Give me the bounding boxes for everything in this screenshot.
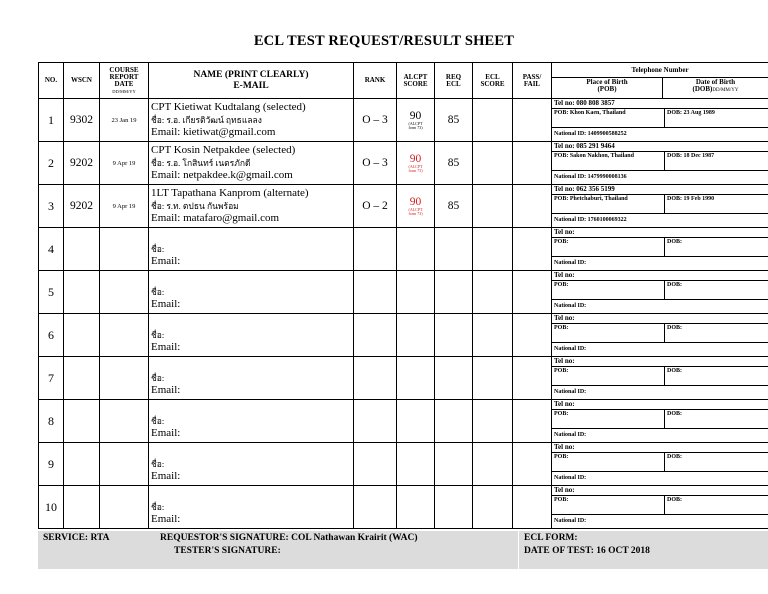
footer-bar [38,531,768,569]
date-of-birth: DOB: [667,368,682,374]
ecl-score-value [473,185,513,228]
pass-fail-value [513,400,552,443]
place-of-birth: POB: [552,453,665,471]
req-ecl-value [435,228,473,271]
table-row [39,314,768,357]
name-email-cell [149,142,354,185]
contact-cell [552,99,768,142]
alcpt-score-cell [397,486,435,529]
national-id: National ID: 1479990008136 [554,174,627,180]
ecl-score-value [473,357,513,400]
name-email-cell [149,228,354,271]
header-rank: RANK [354,63,397,99]
table-row [39,486,768,529]
national-id: National ID: [554,346,587,352]
wscn-value [64,357,100,400]
wscn-value [64,314,100,357]
place-of-birth: POB: [552,238,665,256]
place-of-birth: POB: [552,496,665,514]
footer-date-of-test: DATE OF TEST: 16 OCT 2018 [524,546,650,556]
header-wscn: WSCN [64,63,100,99]
header-name-email: NAME (PRINT CLEARLY) E-MAIL [149,63,354,99]
ecl-score-value [473,486,513,529]
document-title: ECL TEST REQUEST/RESULT SHEET [253,33,515,49]
name-email-cell [149,400,354,443]
email-text: Email: [151,384,181,397]
name-email-cell [149,99,354,142]
contact-cell [552,314,768,357]
alcpt-score-cell [397,400,435,443]
name-email-cell [149,357,354,400]
contact-cell [552,228,768,271]
place-of-birth: POB: [552,324,665,342]
course-report-date: 9 Apr 19 [100,142,149,185]
req-ecl-value [435,357,473,400]
row-number: 7 [39,357,64,400]
table-row [39,99,768,142]
pass-fail-value [513,142,552,185]
header-req-ecl: REQ ECL [435,63,473,99]
telephone-number: Tel no: [552,443,768,453]
place-of-birth: POB: [552,281,665,299]
thai-name: ชื่อ: [151,501,165,512]
participant-name: 1LT Tapathana Kanprom (alternate) [151,187,309,200]
date-of-birth: DOB: 23 Aug 1989 [667,110,715,116]
pass-fail-value [513,228,552,271]
date-of-birth: DOB: [667,411,682,417]
req-ecl-value: 85 [435,185,473,228]
header-pass-fail: PASS/ FAIL [513,63,552,99]
rank-value [354,357,397,400]
date-of-birth: DOB: [667,282,682,288]
date-of-birth: DOB: 18 Dec 1987 [667,153,715,159]
alcpt-score-cell [397,271,435,314]
pass-fail-value [513,443,552,486]
email-text: Email: netpakdee.k@gmail.com [151,169,293,182]
thai-name: ชื่อ: [151,415,165,426]
thai-name: ชื่อ: [151,329,165,340]
header-alcpt-score: ALCPT SCORE [397,63,435,99]
contact-cell [552,357,768,400]
row-number: 3 [39,185,64,228]
thai-name: ชื่อ: [151,372,165,383]
thai-name: ชื่อ: [151,243,165,254]
req-ecl-value [435,400,473,443]
footer-tester-signature: TESTER'S SIGNATURE: [174,546,281,556]
place-of-birth: POB: [552,367,665,385]
contact-cell [552,486,768,529]
contact-cell [552,142,768,185]
pass-fail-value [513,99,552,142]
national-id: National ID: [554,432,587,438]
ecl-score-value [473,228,513,271]
national-id: National ID: [554,303,587,309]
course-report-date [100,486,149,529]
ecl-score-value [473,400,513,443]
national-id: National ID: [554,475,587,481]
telephone-number: Tel no: [552,357,768,367]
header-date-of-birth: Date of Birth (DOB)DD/MM/YY [692,78,739,93]
rank-value [354,486,397,529]
date-of-birth: DOB: [667,239,682,245]
telephone-number: Tel no: 080 808 3857 [552,99,768,109]
req-ecl-value [435,314,473,357]
pass-fail-value [513,314,552,357]
table-row [39,228,768,271]
course-report-date [100,400,149,443]
header-no: NO. [39,63,64,99]
alcpt-form-note: (ALCPT form 73) [408,120,423,130]
rank-value [354,400,397,443]
footer-requestor-signature: REQUESTOR'S SIGNATURE: COL Nathawan Krairit (WAC) [160,533,418,543]
course-report-date [100,271,149,314]
rank-value: O – 3 [354,99,397,142]
email-text: Email: kietiwat@gmail.com [151,126,276,139]
footer-service: SERVICE: RTA [43,533,110,543]
name-email-cell [149,314,354,357]
alcpt-score-cell [397,314,435,357]
ecl-score-value [473,271,513,314]
telephone-number: Tel no: [552,271,768,281]
row-number: 1 [39,99,64,142]
rank-value: O – 3 [354,142,397,185]
pass-fail-value [513,486,552,529]
alcpt-score-cell [397,99,435,142]
email-text: Email: [151,513,181,526]
email-text: Email: [151,470,181,483]
table-row [39,185,768,228]
thai-name: ชื่อ: ร.อ. โกสินทร์ เนตรภักดี [151,157,251,168]
wscn-value [64,271,100,314]
alcpt-form-note: (ALCPT form 73) [408,163,423,173]
course-report-date: 9 Apr 19 [100,185,149,228]
alcpt-score-cell [397,357,435,400]
header-telephone-label: Telephone Number [552,63,768,78]
ecl-score-value [473,99,513,142]
contact-cell [552,271,768,314]
place-of-birth: POB: [552,410,665,428]
alcpt-score-value: 90 [409,109,422,122]
header-row [39,63,768,99]
wscn-value: 9202 [64,185,100,228]
place-of-birth: POB: Sakon Nakhon, Thailand [552,152,665,170]
telephone-number: Tel no: [552,228,768,238]
telephone-number: Tel no: [552,400,768,410]
contact-cell [552,400,768,443]
header-telephone [552,63,768,99]
row-number: 9 [39,443,64,486]
footer-ecl-form: ECL FORM: [524,533,578,543]
email-text: Email: [151,255,181,268]
pass-fail-value [513,185,552,228]
wscn-value [64,486,100,529]
row-number: 5 [39,271,64,314]
contact-cell [552,185,768,228]
course-report-date [100,314,149,357]
req-ecl-value [435,271,473,314]
wscn-value: 9302 [64,99,100,142]
course-report-date [100,443,149,486]
place-of-birth: POB: Phetchaburi, Thailand [552,195,665,213]
rank-value [354,443,397,486]
rank-value [354,271,397,314]
request-table [38,62,768,529]
thai-name: ชื่อ: [151,286,165,297]
date-of-birth: DOB: [667,454,682,460]
national-id: National ID: 1409900588252 [554,131,627,137]
wscn-value [64,400,100,443]
date-of-birth: DOB: [667,325,682,331]
thai-name: ชื่อ: ร.ท. ตปธน กันพร้อม [151,200,239,211]
email-text: Email: [151,427,181,440]
alcpt-score-value: 90 [409,152,422,165]
header-place-of-birth: Place of Birth (POB) [552,78,663,98]
alcpt-score-value: 90 [409,195,422,208]
header-course-report-date: COURSE REPORT DATE DD/MM/YY [100,63,149,99]
name-email-cell [149,443,354,486]
alcpt-form-note: (ALCPT form 73) [408,206,423,216]
header-ecl-score: ECL SCORE [473,63,513,99]
email-text: Email: [151,341,181,354]
table-row [39,357,768,400]
participant-name: CPT Kietiwat Kudtalang (selected) [151,101,306,114]
course-report-date: 23 Jan 19 [100,99,149,142]
ecl-score-value [473,314,513,357]
ecl-score-value [473,443,513,486]
alcpt-score-cell [397,142,435,185]
place-of-birth: POB: Khon Kaen, Thailand [552,109,665,127]
alcpt-score-cell [397,443,435,486]
alcpt-score-cell [397,228,435,271]
ecl-score-value [473,142,513,185]
national-id: National ID: [554,518,587,524]
table-row [39,443,768,486]
thai-name: ชื่อ: [151,458,165,469]
telephone-number: Tel no: [552,486,768,496]
wscn-value [64,443,100,486]
req-ecl-value: 85 [435,142,473,185]
date-of-birth: DOB: [667,497,682,503]
table-row [39,271,768,314]
contact-cell [552,443,768,486]
rank-value: O – 2 [354,185,397,228]
wscn-value [64,228,100,271]
thai-name: ชื่อ: ร.อ. เกียรติวัฒน์ ฤทธแลลง [151,114,262,125]
rank-value [354,228,397,271]
req-ecl-value: 85 [435,99,473,142]
row-number: 10 [39,486,64,529]
telephone-number: Tel no: [552,314,768,324]
telephone-number: Tel no: 062 356 5199 [552,185,768,195]
req-ecl-value [435,443,473,486]
national-id: National ID: 1760100069322 [554,217,627,223]
name-email-cell [149,185,354,228]
row-number: 6 [39,314,64,357]
wscn-value: 9202 [64,142,100,185]
pass-fail-value [513,271,552,314]
telephone-number: Tel no: 085 291 9464 [552,142,768,152]
alcpt-score-cell [397,185,435,228]
name-email-cell [149,271,354,314]
table-row [39,400,768,443]
national-id: National ID: [554,389,587,395]
date-of-birth: DOB: 19 Feb 1990 [667,196,715,202]
row-number: 8 [39,400,64,443]
rank-value [354,314,397,357]
pass-fail-value [513,357,552,400]
course-report-date [100,228,149,271]
course-report-date [100,357,149,400]
table-row [39,142,768,185]
email-text: Email: [151,298,181,311]
email-text: Email: matafaro@gmail.com [151,212,280,225]
participant-name: CPT Kosin Netpakdee (selected) [151,144,296,157]
row-number: 2 [39,142,64,185]
req-ecl-value [435,486,473,529]
name-email-cell [149,486,354,529]
national-id: National ID: [554,260,587,266]
row-number: 4 [39,228,64,271]
